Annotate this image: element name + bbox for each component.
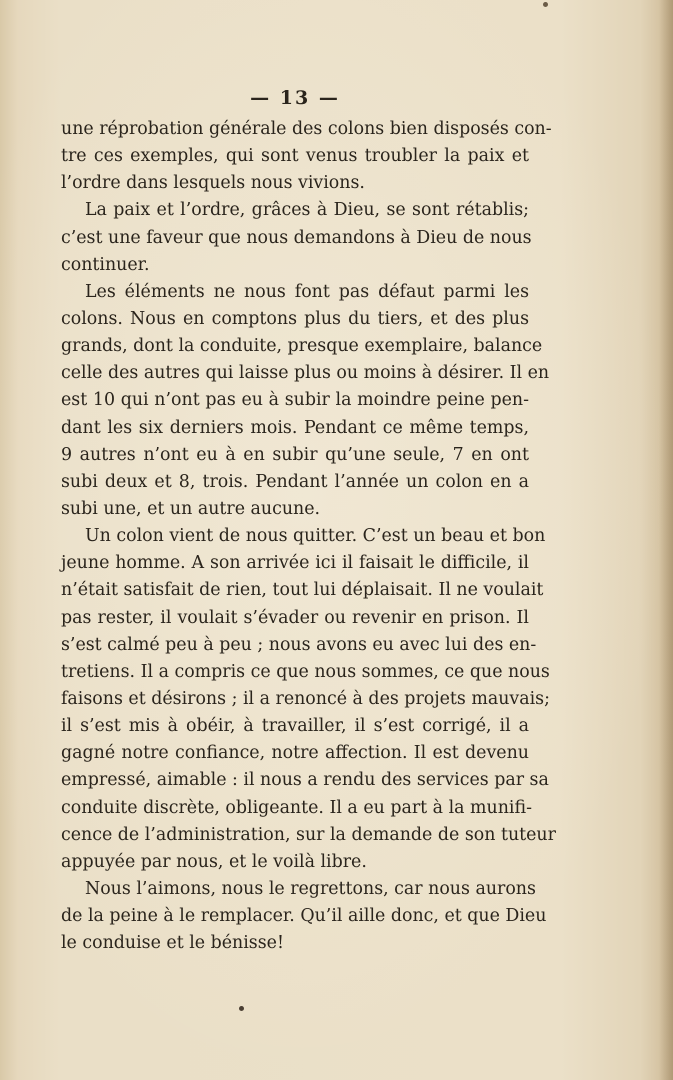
text-line: cence de l’administration, sur la demande de son tuteur [61,824,556,845]
text-line: conduite discrète, obligeante. Il a eu part à la munifi- [61,797,532,818]
text-line: une réprobation générale des colons bien disposés con- [61,119,552,139]
text-line: de la peine à le remplacer. Qu’il aille donc, et que Dieu [61,906,547,927]
text-line: gagné notre confiance, notre affection. Il est devenu [61,743,529,764]
text-line: La paix et l’ordre, grâces à Dieu, se sont rétablis; [85,200,529,221]
text-line: Un colon vient de nous quitter. C’est un beau et bon [85,526,546,547]
page-number: — 13 — [250,87,340,109]
text-line: c’est une faveur que nous demandons à Dieu de nous [61,227,532,248]
page-edge-shadow [659,0,673,1080]
text-line: jeune homme. A son arrivée ici il faisait le difficile, il [61,553,529,574]
text-line: tre ces exemples, qui sont venus troubler la paix et [61,146,529,167]
text-line: Les éléments ne nous font pas défaut parmi les [85,281,529,302]
text-line: le conduise et le bénisse! [61,933,284,954]
text-line: tretiens. Il a compris ce que nous sommes, ce que nous [61,661,550,682]
ink-speck [543,2,548,7]
ink-speck [239,1006,244,1011]
text-line: l’ordre dans lesquels nous vivions. [61,173,365,194]
text-line: subi deux et 8, trois. Pendant l’année un colon en a [61,471,529,492]
text-line: grands, dont la conduite, presque exemplaire, balance [61,336,543,357]
text-line: empressé, aimable : il nous a rendu des services par sa [61,770,549,791]
text-line: 9 autres n’ont eu à en subir qu’une seule, 7 en ont [61,444,529,465]
text-line: faisons et désirons ; il a renoncé à des projets mauvais; [61,688,550,709]
text-line: colons. Nous en comptons plus du tiers, et des plus [61,308,529,329]
text-line: il s’est mis à obéir, à travailler, il s’est corrigé, il a [61,716,529,737]
text-line: subi une, et un autre aucune. [61,498,321,519]
text-line: continuer. [61,254,150,275]
text-line: celle des autres qui laisse plus ou moins à désirer. Il en [61,363,550,384]
text-line: dant les six derniers mois. Pendant ce même temps, [61,417,529,438]
text-line: appuyée par nous, et le voilà libre. [61,851,367,872]
text-line: Nous l’aimons, nous le regrettons, car nous aurons [85,878,536,899]
body-text [61,116,556,957]
text-line: s’est calmé peu à peu ; nous avons eu avec lui des en- [61,634,537,655]
text-line: n’était satisfait de rien, tout lui déplaisait. Il ne voulait [61,580,544,601]
text-line: pas rester, il voulait s’évader ou revenir en prison. Il [61,607,529,628]
text-line: est 10 qui n’ont pas eu à subir la moindre peine pen- [61,390,529,411]
